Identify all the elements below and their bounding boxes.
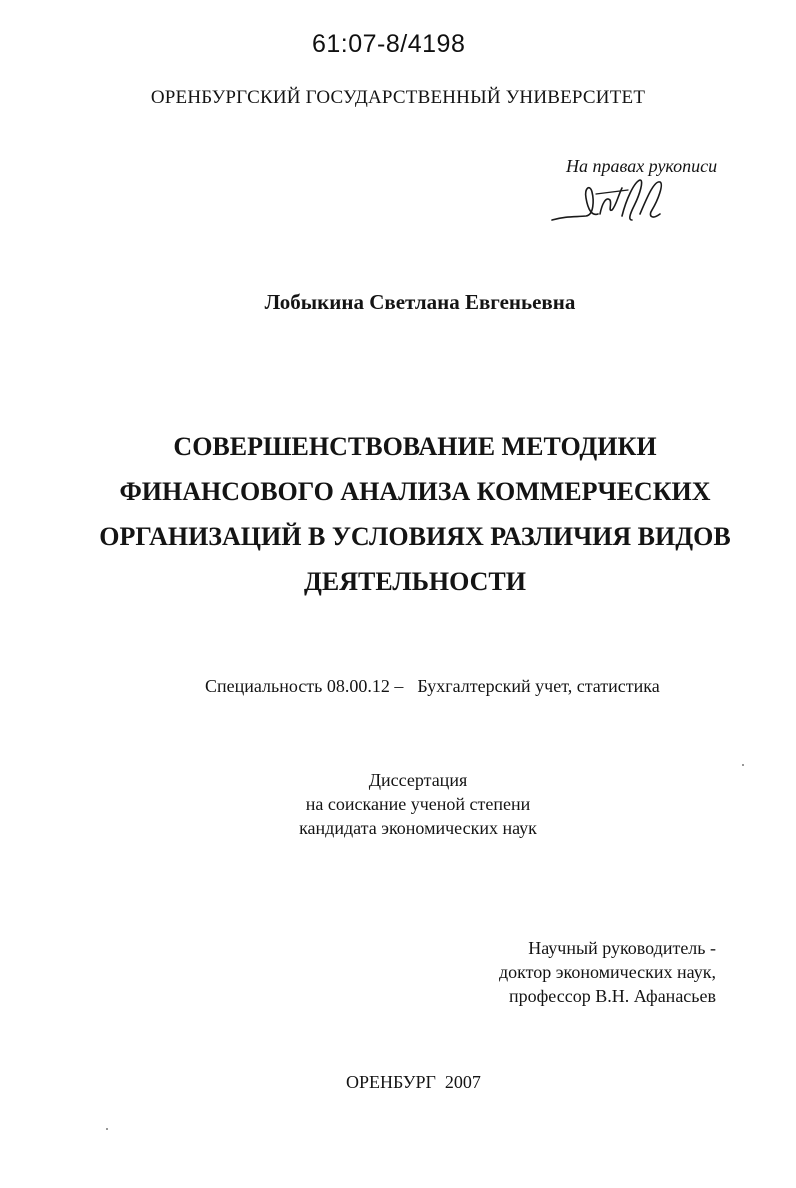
title-line: ОРГАНИЗАЦИЙ В УСЛОВИЯХ РАЗЛИЧИЯ ВИДОВ <box>99 522 731 551</box>
specialty-field: Бухгалтерский учет, статистика <box>417 676 660 696</box>
handwritten-signature <box>548 170 678 232</box>
degree-line: Диссертация <box>368 770 468 790</box>
supervisor-line: профессор В.Н. Афанасьев <box>509 986 716 1006</box>
specialty-label: Специальность 08.00.12 – <box>205 676 404 696</box>
title-line: СОВЕРШЕНСТВОВАНИЕ МЕТОДИКИ <box>173 432 657 461</box>
scan-speck <box>106 1128 108 1130</box>
dissertation-degree <box>0 768 796 840</box>
degree-line: на соискание ученой степени <box>305 794 531 814</box>
author-name: Лобыкина Светлана Евгеньевна <box>264 290 576 314</box>
degree-line: кандидата экономических наук <box>299 818 537 838</box>
title-line: ФИНАНСОВОГО АНАЛИЗА КОММЕРЧЕСКИХ <box>119 477 711 506</box>
rights-note: На правах рукописи <box>566 156 718 176</box>
scan-speck <box>742 764 744 766</box>
catalog-number: 61:07-8/4198 <box>312 30 466 58</box>
specialty <box>205 676 660 697</box>
supervisor-block <box>499 936 716 1008</box>
title-line: ДЕЯТЕЛЬНОСТИ <box>303 567 526 596</box>
supervisor-line: Научный руководитель - <box>528 938 716 958</box>
dissertation-title <box>0 424 796 604</box>
supervisor-line: доктор экономических наук, <box>499 962 716 982</box>
city-year: ОРЕНБУРГ 2007 <box>346 1072 481 1092</box>
university-name: ОРЕНБУРГСКИЙ ГОСУДАРСТВЕННЫЙ УНИВЕРСИТЕТ <box>150 87 646 108</box>
